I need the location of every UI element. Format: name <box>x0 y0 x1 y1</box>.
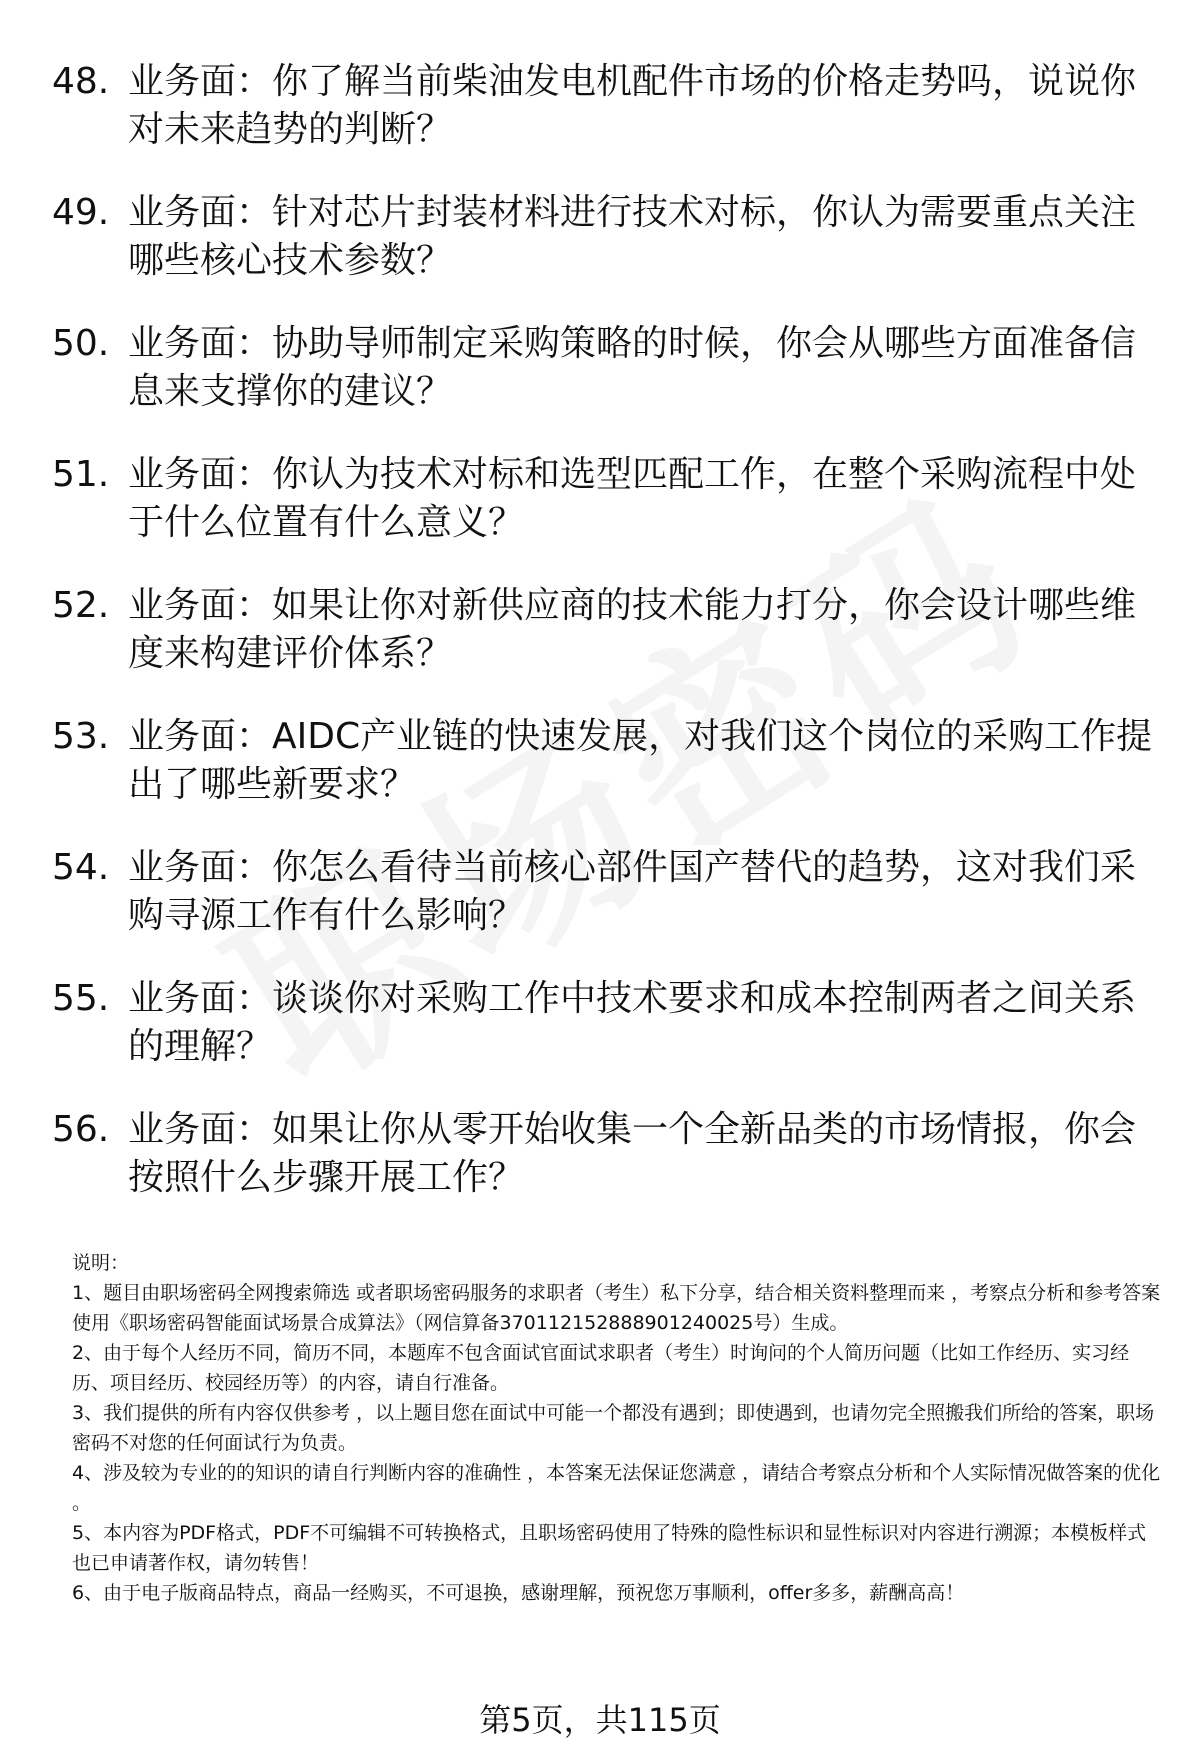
note-item: 1、题目由职场密码全网搜索筛选 或者职场密码服务的求职者（考生）私下分享，结合相关资料整理而来 ，考察点分析和参考答案使用《职场密码智能面试场景合成算法》（网信算备370112152888901240025号）生成。 <box>72 1282 1161 1334</box>
note-item: 3、我们提供的所有内容仅供参考 ，以上题目您在面试中可能一个都没有遇到；即使遇到，也请勿完全照搬我们所给的答案，职场密码不对您的任何面试行为负责。 <box>72 1402 1155 1454</box>
question-text: 业务面：AIDC产业链的快速发展，对我们这个岗位的采购工作提出了哪些新要求？ <box>128 716 1153 805</box>
page-number: 第5页，共115页 <box>479 1701 721 1739</box>
question-number: 55. <box>52 978 110 1019</box>
question-number: 48. <box>52 61 110 102</box>
note-item: 2、由于每个人经历不同，简历不同，本题库不包含面试官面试求职者（考生）时询问的个人简历问题（比如工作经历、实习经历、项目经历、校园经历等）的内容，请自行准备。 <box>72 1342 1130 1394</box>
note-item: 6、由于电子版商品特点，商品一经购买，不可退换，感谢理解，预祝您万事顺利，offer多多，薪酬高高！ <box>72 1582 965 1604</box>
question-list <box>52 58 1162 1237</box>
question-text: 业务面：你认为技术对标和选型匹配工作，在整个采购流程中处于什么位置有什么意义？ <box>128 454 1137 543</box>
question-number: 56. <box>52 1109 110 1150</box>
question-text: 业务面：谈谈你对采购工作中技术要求和成本控制两者之间关系的理解？ <box>128 978 1137 1067</box>
question-text: 业务面：针对芯片封装材料进行技术对标，你认为需要重点关注哪些核心技术参数？ <box>128 192 1137 281</box>
question-number: 49. <box>52 192 110 233</box>
notes-section <box>72 1248 1162 1608</box>
question-text: 业务面：如果让你从零开始收集一个全新品类的市场情报，你会按照什么步骤开展工作？ <box>128 1109 1137 1198</box>
question-item <box>52 582 1162 713</box>
question-number: 53. <box>52 716 110 757</box>
question-number: 51. <box>52 454 110 495</box>
question-number: 52. <box>52 585 110 626</box>
question-item <box>52 975 1162 1106</box>
question-text: 业务面：如果让你对新供应商的技术能力打分，你会设计哪些维度来构建评价体系？ <box>128 585 1137 674</box>
question-text: 业务面：你了解当前柴油发电机配件市场的价格走势吗，说说你对未来趋势的判断？ <box>128 61 1137 150</box>
question-text: 业务面：协助导师制定采购策略的时候，你会从哪些方面准备信息来支撑你的建议？ <box>128 323 1137 412</box>
note-item: 5、本内容为PDF格式，PDF不可编辑不可转换格式，且职场密码使用了特殊的隐性标识和显性标识对内容进行溯源；本模板样式也已申请著作权，请勿转售！ <box>72 1522 1147 1574</box>
question-text: 业务面：你怎么看待当前核心部件国产替代的趋势，这对我们采购寻源工作有什么影响？ <box>128 847 1137 936</box>
question-item <box>52 844 1162 975</box>
question-item <box>52 189 1162 320</box>
question-item <box>52 451 1162 582</box>
question-item <box>52 1106 1162 1237</box>
note-item: 4、涉及较为专业的的知识的请自行判断内容的准确性 ，本答案无法保证您满意 ，请结合考察点分析和个人实际情况做答案的优化 。 <box>72 1462 1161 1514</box>
question-item <box>52 320 1162 451</box>
notes-title: 说明： <box>72 1252 130 1274</box>
question-item <box>52 58 1162 189</box>
question-number: 54. <box>52 847 110 888</box>
question-number: 50. <box>52 323 110 364</box>
question-item <box>52 713 1162 844</box>
